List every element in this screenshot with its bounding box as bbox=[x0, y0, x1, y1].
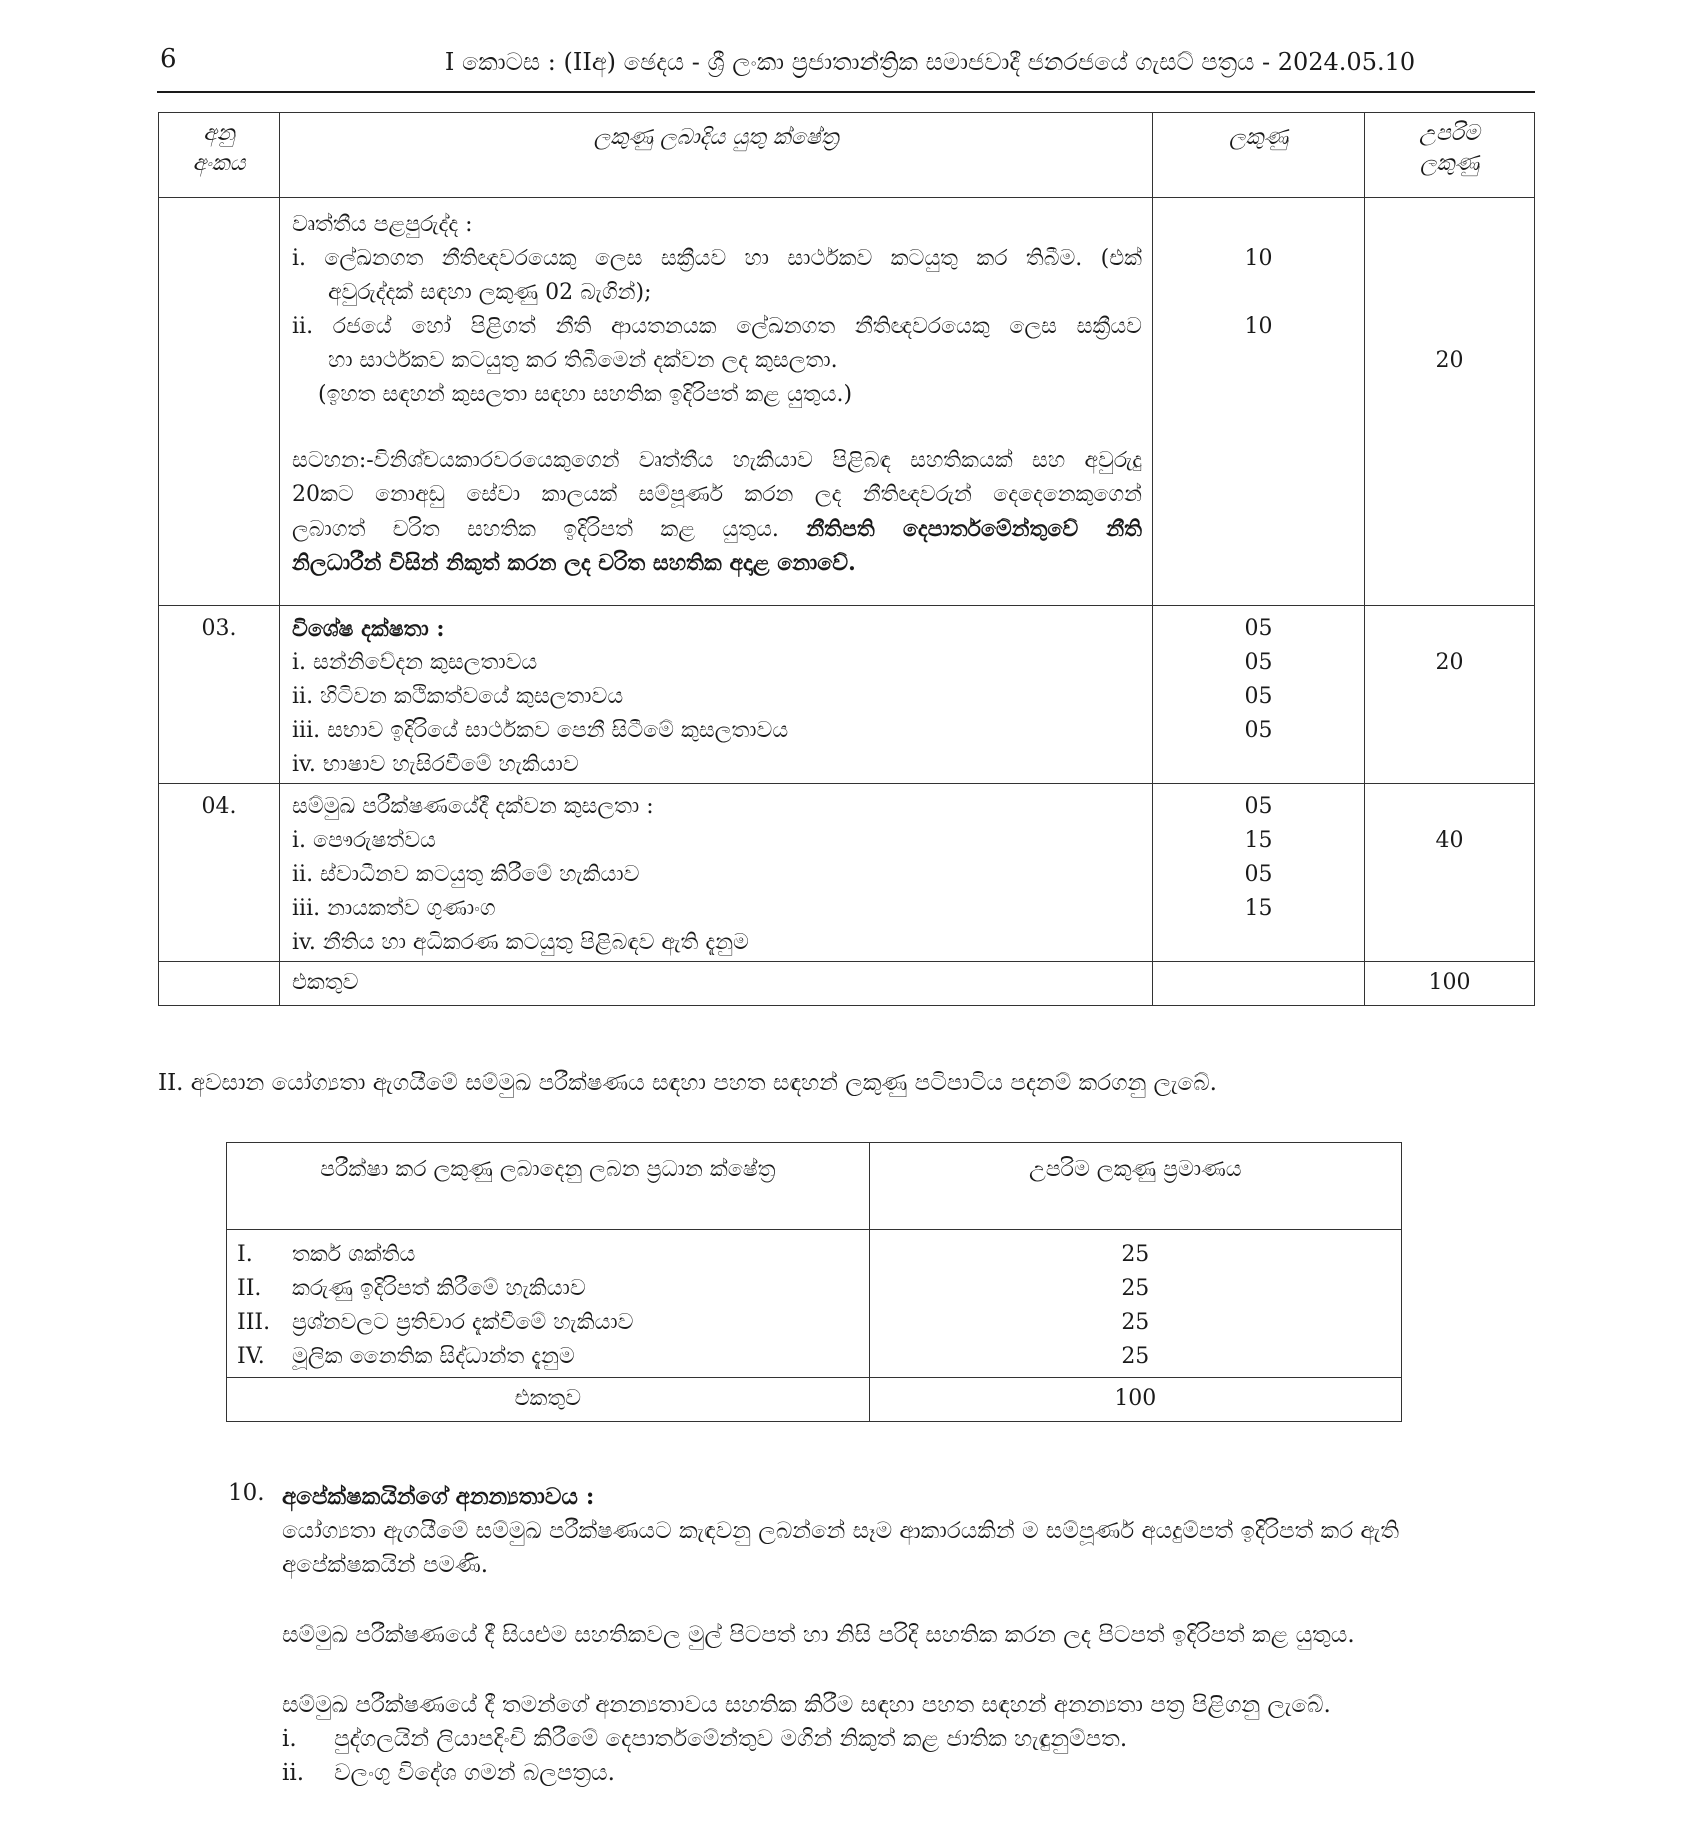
area-value: 25 bbox=[1121, 1242, 1150, 1267]
area-label: ප්‍රශ්නවලට ප්‍රතිචාර දැක්වීමේ හැකියාව bbox=[292, 1310, 634, 1335]
para1-line1: යෝග්‍යතා ඇගයීමේ සම්මුඛ පරීක්ෂණයට කැඳවනු ලබන්නේ සෑම ආකාරයකින් ම සම්පූර්ණ අයදුම්පත් ඉදිරිපත් කර ඇති bbox=[282, 1518, 1400, 1544]
row-line: හා සාර්ථකව කටයුතු කර තිබීමෙන් දක්වන ලද කුසලතා. bbox=[328, 348, 838, 373]
marks-table bbox=[158, 112, 1535, 1006]
list-item bbox=[237, 1306, 869, 1340]
list-number: i. bbox=[282, 1726, 297, 1752]
list-item bbox=[237, 1340, 869, 1374]
header-max bbox=[1365, 113, 1535, 198]
note-line3-bold: නීතිපති දෙපාර්තමේන්තුවේ නීති bbox=[806, 516, 1142, 542]
row-line: ii. රජයේ හෝ පිළිගත් නීති ආයතනයක ලේඛනගත නීතිඥවරයෙකු ලෙස සක්‍රීයව bbox=[292, 314, 1142, 339]
cell-serial bbox=[159, 198, 280, 606]
row-line: (ඉහත සඳහන් කුසලතා සඳහා සහතික ඉදිරිපත් කළ යුතුය.) bbox=[318, 382, 853, 407]
table-row-interview-skills bbox=[159, 784, 1535, 962]
interview-table-header-row bbox=[227, 1143, 1402, 1230]
interview-table-body-row bbox=[227, 1230, 1402, 1378]
cell-serial bbox=[159, 606, 280, 784]
header-marks-label: ලකුණු bbox=[1228, 125, 1289, 150]
id-list-item bbox=[282, 1722, 1532, 1756]
interview-marks-table bbox=[226, 1142, 1402, 1422]
para3: සම්මුඛ පරීක්ෂණයේ දී තමන්ගේ අනන්‍යතාවය සහතික කිරීම සඳහා පහත සඳහන් අනන්‍යතා පත්‍ර පිළිගනු ලැබේ. bbox=[282, 1692, 1331, 1718]
area-value: 25 bbox=[1121, 1310, 1150, 1335]
list-item bbox=[237, 1272, 869, 1306]
marks-value: 05 bbox=[1244, 718, 1273, 743]
cell-areas bbox=[227, 1230, 870, 1378]
cell-serial bbox=[159, 962, 280, 1006]
cell-marks bbox=[1153, 198, 1365, 606]
marks-value: 05 bbox=[1244, 862, 1273, 887]
interview-table-total-row bbox=[227, 1378, 1402, 1422]
cell-total-label bbox=[227, 1378, 870, 1422]
serial-value bbox=[159, 198, 279, 232]
header-rule bbox=[157, 91, 1535, 93]
area-label: මූලික නෛතික සිද්ධාන්ත දැනුම bbox=[292, 1344, 575, 1369]
note-line3-normal: ලබාගත් චරිත සහතික ඉදිරිපත් කළ යුතුය. bbox=[292, 517, 779, 542]
header-marks bbox=[1153, 113, 1365, 198]
header-serial bbox=[159, 113, 280, 198]
list-number: ii. bbox=[282, 1760, 305, 1786]
note-line: 20කට නොඅඩු සේවා කාලයක් සම්පූර්ණ කරන ලද නීතිඥවරුන් දෙදෙනෙකුගෙන් bbox=[292, 482, 1142, 507]
note-line4-bold: නිලධාරීන් විසින් නිකුත් කරන ලද චරිත සහතික අදාළ නොවේ. bbox=[292, 550, 856, 576]
list-text: වලංගු විදේශ ගමන් බලපත්‍රය. bbox=[334, 1760, 615, 1786]
serial-value: 04. bbox=[201, 794, 237, 819]
cell-max bbox=[1365, 606, 1535, 784]
gazette-header-title: I කොටස : (IIඅ) ඡෙදය - ශ්‍රී ලංකා ප්‍රජාතාන්ත්‍රික සමාජවාදී ජනරජයේ ගැසට් පත්‍රය - 2024.05.10 bbox=[444, 48, 1416, 76]
cell-area bbox=[280, 784, 1153, 962]
total-label: එකතුව bbox=[292, 970, 359, 995]
list-item bbox=[237, 1238, 869, 1272]
header-max-marks bbox=[869, 1143, 1401, 1230]
section-ii-text: II. අවසාන යෝග්‍යතා ඇගයීමේ සම්මුඛ පරීක්ෂණය සඳහා පහත සඳහන් ලකුණු පටිපාටිය පදනම් කරගනු ලැබේ. bbox=[158, 1070, 1217, 1096]
list-text: පුද්ගලයින් ලියාපදිංචි කිරීමේ දෙපාර්තමේන්තුව මගින් නිකුත් කළ ජාතික හැඳුනුම්පත. bbox=[334, 1726, 1128, 1752]
cell-total-label bbox=[280, 962, 1153, 1006]
marks-value: 10 bbox=[1244, 246, 1273, 271]
note-line-mixed bbox=[292, 512, 1142, 546]
note-line: සටහන:-විනිශ්චයකාරවරයෙකුගෙන් වෘත්තීය හැකියාව පිළිබඳ සහතිකයක් සහ අවුරුදු bbox=[292, 448, 1142, 473]
id-list-item bbox=[282, 1756, 1532, 1790]
row-title: විශේෂ දක්ෂතා : bbox=[292, 616, 445, 642]
row-item: iii. නායකත්ව ගුණාංග bbox=[292, 896, 496, 921]
row-title: වෘත්තීය පළපුරුද්ද : bbox=[292, 212, 473, 237]
marks-value: 15 bbox=[1244, 896, 1273, 921]
marks-value: 05 bbox=[1244, 616, 1273, 641]
serial-value: 03. bbox=[201, 616, 237, 641]
area-value: 25 bbox=[1121, 1276, 1150, 1301]
marks-value: 10 bbox=[1244, 314, 1273, 339]
para1-line2: අපේක්ෂකයින් පමණි. bbox=[282, 1552, 489, 1578]
para2: සම්මුඛ පරීක්ෂණයේ දී සියළුම සහතිකවල මුල් පිටපත් හා නිසි පරිදි සහතික කරන ලද පිටපත් ඉදිරිපත් කළ යුතුය. bbox=[282, 1622, 1355, 1648]
roman-numeral: II. bbox=[237, 1276, 262, 1301]
area-value: 25 bbox=[1121, 1344, 1150, 1369]
header-area-label: ලකුණු ලබාදිය යුතු ක්ෂේත්‍ර bbox=[593, 125, 839, 150]
roman-numeral: IV. bbox=[237, 1344, 265, 1369]
section-10-title: අපේක්ෂකයින්ගේ අනන්‍යතාවය : bbox=[282, 1483, 595, 1510]
row-line: i. ලේඛනගත නීතිඥවරයෙකු ලෙස සක්‍රීයව හා සාර්ථකව කටයුතු කර තිබීම. (එක් bbox=[292, 246, 1142, 271]
row-item: i. සන්නිවේදන කුසලතාවය bbox=[292, 650, 538, 675]
spacer bbox=[292, 412, 1142, 444]
header-max-line1: උපරිම bbox=[1419, 121, 1480, 146]
max-value: 40 bbox=[1435, 828, 1464, 853]
row-item: iii. සභාව ඉදිරියේ සාර්ථකව පෙනී සිටීමේ කුසලතාවය bbox=[292, 718, 789, 743]
area-label: කරුණු ඉදිරිපත් කිරීමේ හැකියාව bbox=[292, 1276, 586, 1301]
table-row-professional bbox=[159, 198, 1535, 606]
marks-value: 05 bbox=[1244, 684, 1273, 709]
header-max-marks-label: උපරිම ලකුණු ප්‍රමාණය bbox=[1029, 1157, 1242, 1182]
cell-marks bbox=[1153, 784, 1365, 962]
spacer bbox=[282, 1652, 1532, 1688]
row-item: ii. ස්වාධීනව කටයුතු කිරීමේ හැකියාව bbox=[292, 862, 640, 887]
header-main-areas bbox=[227, 1143, 870, 1230]
roman-numeral: III. bbox=[237, 1310, 271, 1335]
row-title: සම්මුඛ පරීක්ෂණයේදී දක්වන කුසලතා : bbox=[292, 794, 654, 819]
cell-marks bbox=[1153, 962, 1365, 1006]
cell-max bbox=[1365, 198, 1535, 606]
cell-total-value bbox=[869, 1378, 1401, 1422]
row-item: i. පෞරුෂත්වය bbox=[292, 828, 436, 853]
marks-value: 05 bbox=[1244, 794, 1273, 819]
spacer bbox=[282, 1582, 1532, 1618]
total-label: එකතුව bbox=[514, 1386, 582, 1411]
page-number: 6 bbox=[160, 44, 177, 74]
header-area bbox=[280, 113, 1153, 198]
cell-total-value bbox=[1365, 962, 1535, 1006]
max-value: 20 bbox=[1435, 348, 1464, 373]
section-10-body bbox=[282, 1480, 1532, 1790]
header-main-areas-label: පරීක්ෂා කර ලකුණු ලබාදෙනු ලබන ප්‍රධාන ක්ෂේත්‍ර bbox=[320, 1157, 776, 1182]
table-row-special-skills bbox=[159, 606, 1535, 784]
cell-values bbox=[869, 1230, 1401, 1378]
header-max-line2: ලකුණු bbox=[1419, 151, 1480, 176]
row-item: iv. භාෂාව හැසිරවීමේ හැකියාව bbox=[292, 752, 579, 777]
row-item: ii. හිටිවන කථිකත්වයේ කුසලතාවය bbox=[292, 684, 624, 709]
marks-value: 05 bbox=[1244, 650, 1273, 675]
row-item: iv. නීතිය හා අධිකරණ කටයුතු පිළිබඳව ඇති දැනුම bbox=[292, 930, 749, 955]
row-line: අවුරුද්දක් සඳහා ලකුණු 02 බැගින්); bbox=[328, 280, 652, 305]
cell-area bbox=[280, 198, 1153, 606]
header-serial-line1: අනු bbox=[203, 121, 235, 146]
total-value: 100 bbox=[1114, 1386, 1157, 1411]
marks-value: 15 bbox=[1244, 828, 1273, 853]
roman-numeral: I. bbox=[237, 1242, 253, 1267]
cell-area bbox=[280, 606, 1153, 784]
total-value: 100 bbox=[1428, 970, 1471, 995]
section-10-number: 10. bbox=[228, 1480, 265, 1506]
cell-marks bbox=[1153, 606, 1365, 784]
marks-table-header-row bbox=[159, 113, 1535, 198]
max-value: 20 bbox=[1435, 650, 1464, 675]
area-label: තර්ක ශක්තිය bbox=[292, 1242, 416, 1267]
header-serial-line2: අංකය bbox=[192, 151, 246, 176]
cell-max bbox=[1365, 784, 1535, 962]
cell-serial bbox=[159, 784, 280, 962]
table-row-total bbox=[159, 962, 1535, 1006]
